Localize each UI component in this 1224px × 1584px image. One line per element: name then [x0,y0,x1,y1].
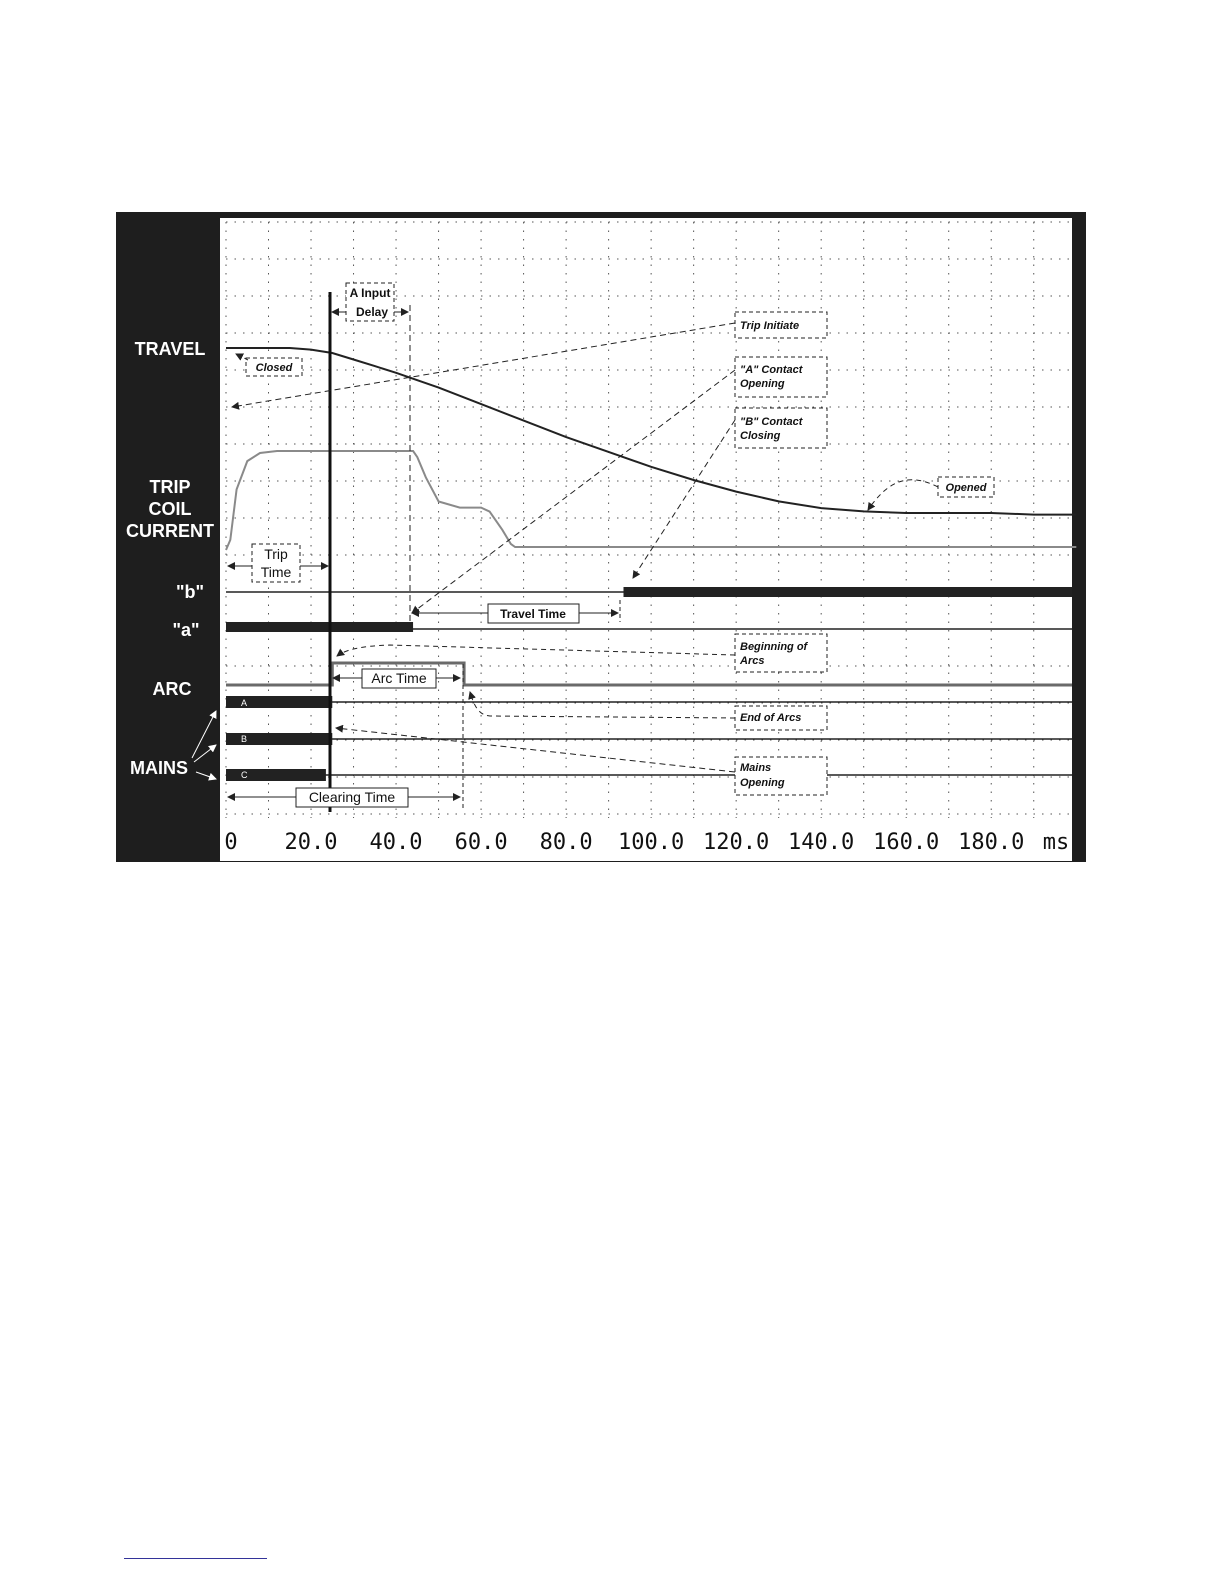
travel-time-text: Travel Time [500,607,566,621]
trip-time-text-1: Trip [264,546,288,562]
row-label-travel: TRAVEL [134,339,206,359]
arc-trace [226,663,1072,685]
x-tick-label: 40.0 [369,830,423,855]
row-label-b: "b" [175,582,205,602]
clearing-time-annotation [228,788,460,807]
row-label-trip: TRIP [149,477,191,497]
footer-rule [124,1558,267,1559]
b-contact-text-2: Closing [740,430,781,442]
b-contact-closing-annotation [633,408,827,578]
mains-opening-annotation [336,728,827,795]
row-label-arc: ARC [152,679,192,699]
phase-a-label: A [241,698,248,708]
row-label-a: "a" [172,620,200,640]
closed-text: Closed [255,362,293,374]
row-label-mains: MAINS [130,758,188,778]
opened-text: Opened [945,482,987,494]
mains-opening-text-2: Opening [740,777,785,789]
x-tick-label: 60.0 [454,830,508,855]
opened-annotation [868,477,994,510]
clearing-time-text: Clearing Time [308,789,396,805]
x-unit-label: ms [1042,830,1070,855]
x-tick-label: 80.0 [539,830,593,855]
row-label-current: CURRENT [126,521,214,541]
x-tick-label: 140.0 [788,830,855,855]
a-contact-text-1: "A" Contact [740,364,803,376]
travel-time-annotation [412,604,618,623]
x-tick-labels [224,830,1069,855]
x-tick-label: 0 [224,830,238,855]
closed-annotation [236,354,302,376]
x-tick-label: 100.0 [618,830,685,855]
trip-time-annotation [228,544,328,582]
x-tick-label: 180.0 [958,830,1025,855]
x-tick-label: 120.0 [703,830,770,855]
b-contact-text-1: "B" Contact [740,416,803,428]
mains-opening-text-1: Mains [740,762,772,774]
beginning-arcs-text-1: Beginning of [740,641,808,653]
a-contact-text-2: Opening [740,378,785,390]
delay-text: Delay [355,305,389,319]
x-tick-label: 160.0 [873,830,940,855]
beginning-arcs-text-2: Arcs [740,655,765,667]
arc-time-text: Arc Time [371,670,427,686]
a-input-delay-annotation [332,283,408,321]
row-label-coil: COIL [148,499,192,519]
arc-time-annotation [333,669,460,688]
mains-arrows [192,711,216,779]
a-input-text: A Input [349,286,391,300]
phase-c-label: C [241,770,248,780]
trip-initiate-text: Trip Initiate [740,320,800,332]
beginning-of-arcs-annotation [337,634,827,672]
end-of-arcs-text: End of Arcs [740,712,802,724]
x-tick-label: 20.0 [284,830,338,855]
a-contact-opening-annotation [412,357,827,613]
digital-bar-a [226,622,413,632]
trip-time-text-2: Time [260,564,292,580]
phase-b-label: B [241,734,248,744]
